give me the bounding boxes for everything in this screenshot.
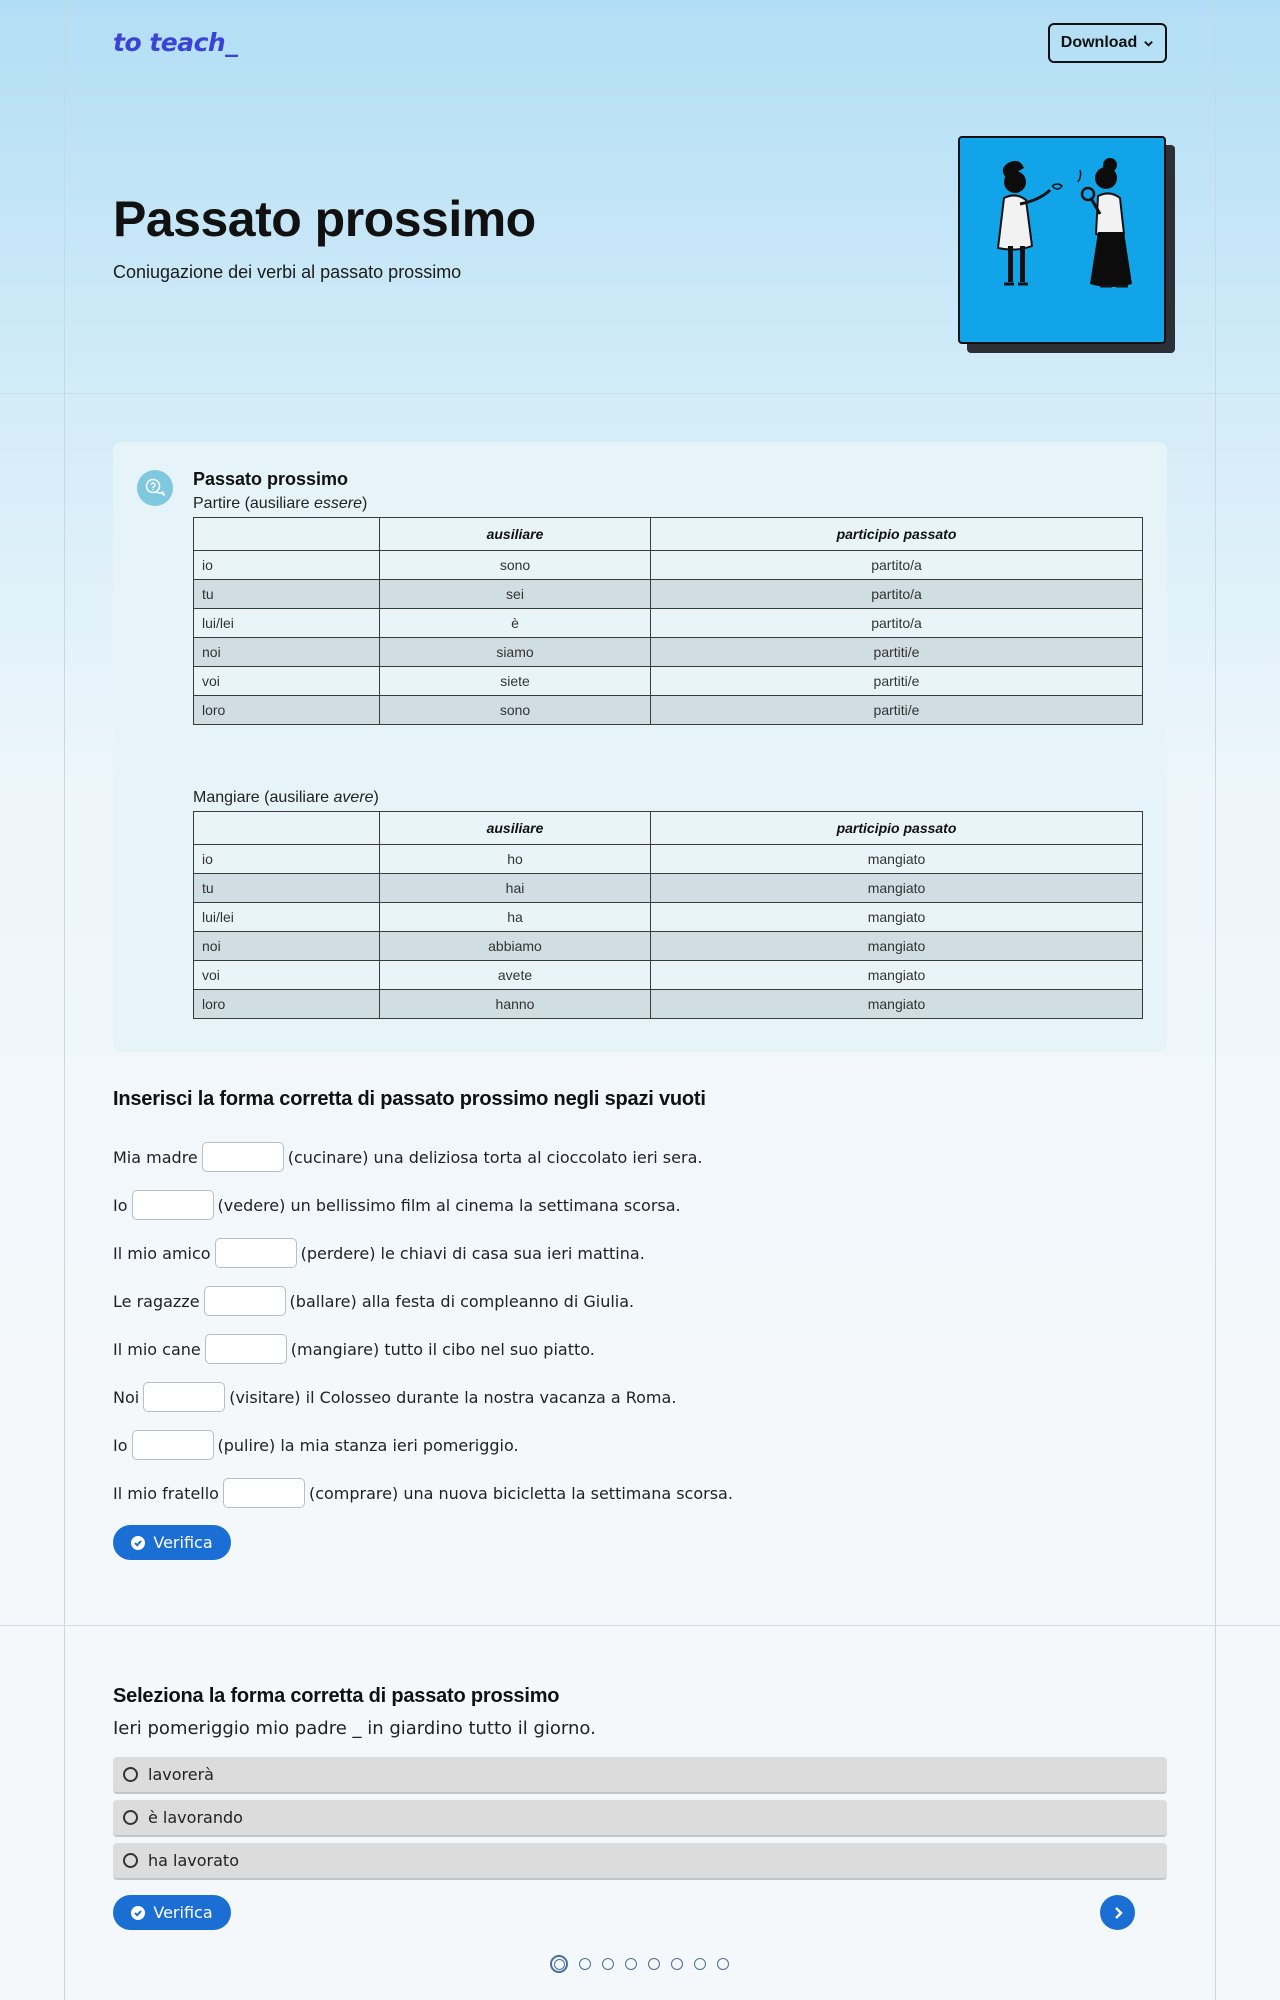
table-cell: abbiamo: [380, 932, 651, 961]
chevron-right-icon: [1111, 1906, 1125, 1920]
hero-illustration: [958, 136, 1168, 346]
sentence-start: Io: [113, 1435, 128, 1455]
table-cell: voi: [194, 961, 380, 990]
header-divider: [0, 90, 1280, 91]
table-caption-partire: [193, 495, 367, 513]
table-row: [194, 845, 1143, 874]
conjugation-table-mangiare: [193, 811, 1143, 1019]
download-label: Download: [1060, 34, 1138, 51]
fill-exercise-item: [113, 1142, 702, 1172]
table-cell: mangiato: [651, 990, 1143, 1019]
table-cell: sei: [380, 580, 651, 609]
table-row: [194, 551, 1143, 580]
section-divider: [0, 1625, 1280, 1626]
table-row: [194, 961, 1143, 990]
table-header-row: [194, 518, 1143, 551]
answer-input[interactable]: [143, 1382, 225, 1412]
layout-guide-left: [64, 0, 65, 2000]
sentence-start: Il mio amico: [113, 1243, 211, 1263]
sentence-start: Mia madre: [113, 1147, 198, 1167]
table-row: [194, 667, 1143, 696]
verify-label: Verifica: [153, 1903, 213, 1922]
table-cell: hai: [380, 874, 651, 903]
table-cell: mangiato: [651, 845, 1143, 874]
table-cell: loro: [194, 696, 380, 725]
table-cell: partito/a: [651, 609, 1143, 638]
pagination-dot[interactable]: [671, 1958, 683, 1970]
mc-option[interactable]: [113, 1800, 1167, 1837]
hero-divider: [0, 393, 1280, 394]
table-row: [194, 903, 1143, 932]
answer-input[interactable]: [132, 1190, 214, 1220]
answer-input[interactable]: [223, 1478, 305, 1508]
table-cell: io: [194, 845, 380, 874]
page-title: Passato prossimo: [113, 191, 536, 247]
table-cell: voi: [194, 667, 380, 696]
fill-exercise-item: [113, 1478, 733, 1508]
download-button[interactable]: [1048, 23, 1167, 63]
chat-question-icon: [137, 470, 173, 506]
fill-exercise-item: [113, 1430, 519, 1460]
answer-input[interactable]: [132, 1430, 214, 1460]
table-header-cell: [194, 812, 380, 845]
table-cell: sono: [380, 696, 651, 725]
grammar-info-box: [113, 442, 1167, 1052]
answer-input[interactable]: [204, 1286, 286, 1316]
illustration-card: [958, 136, 1166, 344]
table-row: [194, 990, 1143, 1019]
fill-exercise-item: [113, 1382, 676, 1412]
fill-exercise-item: [113, 1334, 595, 1364]
verify-label: Verifica: [153, 1533, 213, 1552]
pagination-dot[interactable]: [602, 1958, 614, 1970]
two-women-cooking-illustration: [960, 138, 1166, 344]
pagination-dot[interactable]: [579, 1958, 591, 1970]
table-cell: partiti/e: [651, 667, 1143, 696]
answer-input[interactable]: [205, 1334, 287, 1364]
table-header-row: [194, 812, 1143, 845]
mc-option[interactable]: [113, 1757, 1167, 1794]
table-cell: partito/a: [651, 580, 1143, 609]
table-cell: tu: [194, 874, 380, 903]
pagination-dot[interactable]: [694, 1958, 706, 1970]
table-row: [194, 932, 1143, 961]
table-cell: tu: [194, 580, 380, 609]
table-row: [194, 638, 1143, 667]
table-header-cell: ausiliare: [380, 812, 651, 845]
table-header-cell: [194, 518, 380, 551]
pagination-dot[interactable]: [625, 1958, 637, 1970]
verify-button-fill[interactable]: [113, 1525, 231, 1560]
table-cell: noi: [194, 638, 380, 667]
table-row: [194, 580, 1143, 609]
table-header-cell: ausiliare: [380, 518, 651, 551]
table-cell: siete: [380, 667, 651, 696]
table-cell: mangiato: [651, 874, 1143, 903]
pagination-dot[interactable]: [550, 1955, 568, 1973]
mc-option-label: lavorerà: [148, 1765, 214, 1784]
caption-text: Mangiare (ausiliare: [193, 789, 334, 806]
mc-question: Ieri pomeriggio mio padre _ in giardino tutto il giorno.: [113, 1718, 596, 1739]
conjugation-table-partire: [193, 517, 1143, 725]
sentence-start: Le ragazze: [113, 1291, 200, 1311]
table-body: [194, 551, 1143, 725]
fill-exercise-item: [113, 1190, 681, 1220]
caption-close: ): [373, 789, 379, 806]
info-title: Passato prossimo: [193, 469, 349, 489]
sentence-end: (mangiare) tutto il cibo nel suo piatto.: [290, 1339, 595, 1359]
table-cell: ha: [380, 903, 651, 932]
sentence-end: (visitare) il Colosseo durante la nostra vacanza a Roma.: [229, 1387, 677, 1407]
table-caption-mangiare: [193, 789, 379, 807]
next-question-button[interactable]: [1100, 1895, 1135, 1930]
mc-option-label: è lavorando: [148, 1808, 243, 1827]
check-circle-icon: [131, 1536, 145, 1550]
sentence-end: (pulire) la mia stanza ieri pomeriggio.: [217, 1435, 519, 1455]
layout-guide-right: [1215, 0, 1216, 2000]
mc-exercise-title: Seleziona la forma corretta di passato prossimo: [113, 1685, 560, 1707]
sentence-end: (vedere) un bellissimo film al cinema la settimana scorsa.: [217, 1195, 681, 1215]
mc-option[interactable]: [113, 1843, 1167, 1880]
fill-exercise-item: [113, 1286, 634, 1316]
table-cell: è: [380, 609, 651, 638]
fill-exercise-item: [113, 1238, 645, 1268]
caption-text: Partire (ausiliare: [193, 495, 314, 512]
pagination-dot[interactable]: [717, 1958, 729, 1970]
table-cell: avete: [380, 961, 651, 990]
table-row: [194, 874, 1143, 903]
radio-icon[interactable]: [123, 1767, 138, 1782]
answer-input[interactable]: [215, 1238, 297, 1268]
table-header-cell: participio passato: [651, 812, 1143, 845]
mc-option-label: ha lavorato: [148, 1851, 239, 1870]
pagination-dot[interactable]: [648, 1958, 660, 1970]
table-cell: siamo: [380, 638, 651, 667]
table-body: [194, 845, 1143, 1019]
radio-icon[interactable]: [123, 1853, 138, 1868]
fill-exercise-title: Inserisci la forma corretta di passato prossimo negli spazi vuoti: [113, 1088, 706, 1110]
site-logo[interactable]: to teach_: [113, 28, 238, 57]
sentence-start: Il mio fratello: [113, 1483, 219, 1503]
table-cell: ho: [380, 845, 651, 874]
table-cell: noi: [194, 932, 380, 961]
table-cell: mangiato: [651, 961, 1143, 990]
sentence-end: (ballare) alla festa di compleanno di Giulia.: [289, 1291, 635, 1311]
chevron-down-icon: [1143, 38, 1154, 49]
sentence-end: (cucinare) una deliziosa torta al cioccolato ieri sera.: [287, 1147, 703, 1167]
answer-input[interactable]: [202, 1142, 284, 1172]
table-cell: loro: [194, 990, 380, 1019]
sentence-start: Noi: [113, 1387, 140, 1407]
table-cell: sono: [380, 551, 651, 580]
sentence-start: Il mio cane: [113, 1339, 201, 1359]
table-row: [194, 696, 1143, 725]
caption-auxiliary: essere: [313, 495, 362, 512]
table-cell: partiti/e: [651, 696, 1143, 725]
sentence-start: Io: [113, 1195, 128, 1215]
check-circle-icon: [131, 1906, 145, 1920]
table-cell: io: [194, 551, 380, 580]
table-cell: partito/a: [651, 551, 1143, 580]
caption-close: ): [361, 495, 368, 512]
page-subtitle: Coniugazione dei verbi al passato prossimo: [113, 262, 462, 282]
table-cell: lui/lei: [194, 609, 380, 638]
table-cell: partiti/e: [651, 638, 1143, 667]
sentence-end: (comprare) una nuova bicicletta la settimana scorsa.: [308, 1483, 733, 1503]
table-header-cell: participio passato: [651, 518, 1143, 551]
sentence-end: (perdere) le chiavi di casa sua ieri mattina.: [300, 1243, 645, 1263]
caption-auxiliary: avere: [333, 789, 374, 806]
table-cell: mangiato: [651, 903, 1143, 932]
table-row: [194, 609, 1143, 638]
table-cell: lui/lei: [194, 903, 380, 932]
table-cell: mangiato: [651, 932, 1143, 961]
verify-button-mc[interactable]: [113, 1895, 231, 1930]
radio-icon[interactable]: [123, 1810, 138, 1825]
pagination-dots: [550, 1955, 729, 1973]
table-cell: hanno: [380, 990, 651, 1019]
